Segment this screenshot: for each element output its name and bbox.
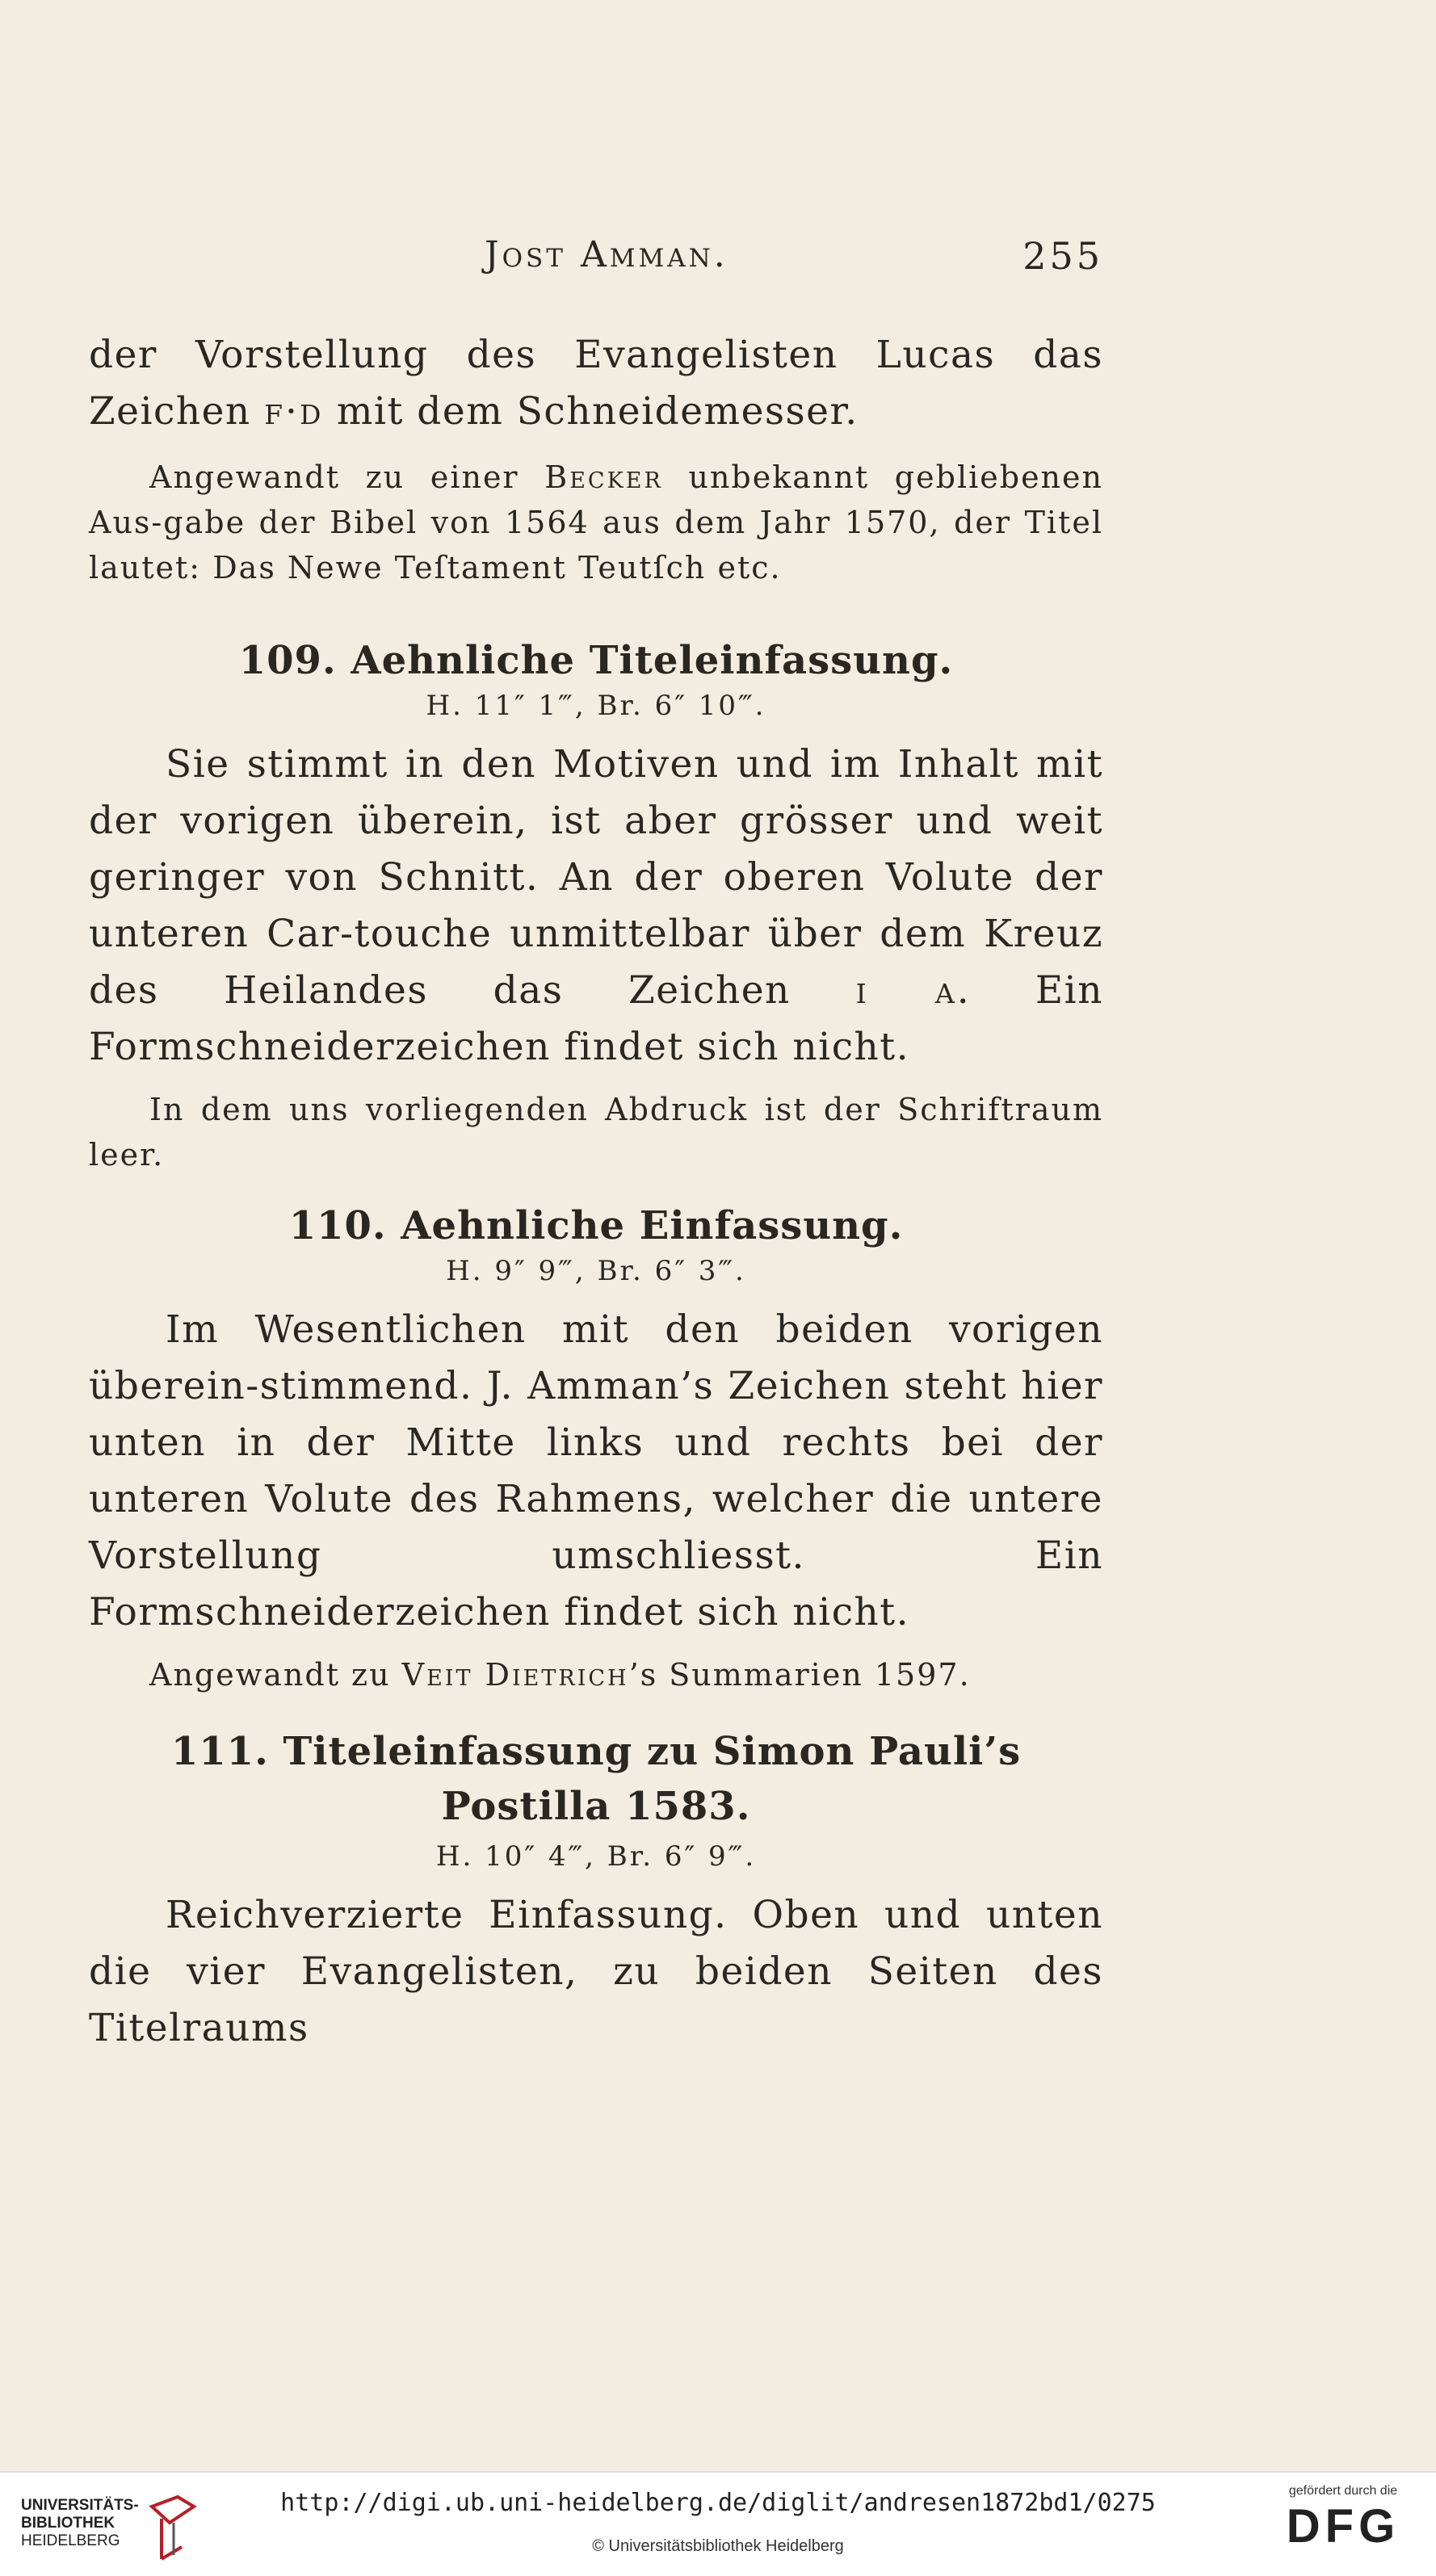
entry-dimensions: H. 9″ 9‴, Br. 6″ 3‴. [446,1255,746,1287]
page-number: 255 [1022,234,1103,278]
entry-paragraph: Sie stimmt in den Motiven und im Inhalt mit der vorigen überein, ist aber grösser und weit geringer von Schnitt. An der oberen Volute der unteren Car-touche unmittelbar über dem Kreuz des Heilandes das Zeichen i a. Ein Formschneiderzeichen findet sich nicht. [89,742,1103,1069]
viewer-footer [0,2471,1436,2576]
entry-paragraph: Im Wesentlichen mit den beiden vorigen überein-stimmend. J. Amman’s Zeichen steht hier unten in der Mitte links und rechts bei der unteren Volute des Rahmens, welcher die untere Vorstellung umschliesst. Ein Formschneiderzeichen findet sich nicht. [89,1307,1103,1634]
entry-dimensions: H. 10″ 4‴, Br. 6″ 9‴. [435,1840,757,1873]
entry-heading: 110. Aehnliche Einfassung. [288,1203,904,1248]
library-line: UNIVERSITÄTS- [21,2497,139,2514]
dfg-wordmark: DFG [1286,2500,1400,2553]
entry-dimensions: H. 11″ 1‴, Br. 6″ 10‴. [426,690,766,722]
entry-110 [89,1203,1103,1697]
running-header [89,234,1103,291]
entry-note: Angewandt zu Veit Dietrich’s Summarien 1597. [149,1657,971,1693]
continuation-note: Angewandt zu einer Becker unbekannt gebliebenen Aus-gabe der Bibel von 1564 aus dem Jahr 1570, der Titel lautet: Das Newe Teſtament Teutſch etc. [89,459,1103,585]
funding-label: gefördert durch die [1288,2484,1398,2498]
library-line: HEIDELBERG [21,2532,120,2549]
entry-heading: 109. Aehnliche Titeleinfassung. [238,638,954,683]
entry-paragraph: Reichverzierte Einfassung. Oben und unten die vier Evangelisten, zu beiden Seiten des Titelraums [89,1893,1103,2050]
entry-109 [89,638,1103,1177]
entry-111 [89,1724,1103,2057]
running-title: Jost Amman. [485,234,728,275]
entry-heading: 111. Titeleinfassung zu Simon Pauli’s Postilla 1583. [170,1729,1022,1829]
copyright-notice: © Universitätsbibliothek Heidelberg [592,2537,844,2555]
dfg-logo[interactable] [1274,2484,1412,2555]
permalink-url[interactable]: http://digi.ub.uni-heidelberg.de/diglit/andresen1872bd1/0275 [280,2489,1156,2517]
continuation-block [89,327,1103,590]
entry-note: In dem uns vorliegenden Abdruck ist der Schriftraum leer. [89,1092,1103,1173]
continuation-paragraph: der Vorstellung des Evangelisten Lucas das Zeichen f·d mit dem Schneidemesser. [89,333,1103,434]
library-line: BIBLIOTHEK [21,2515,115,2532]
